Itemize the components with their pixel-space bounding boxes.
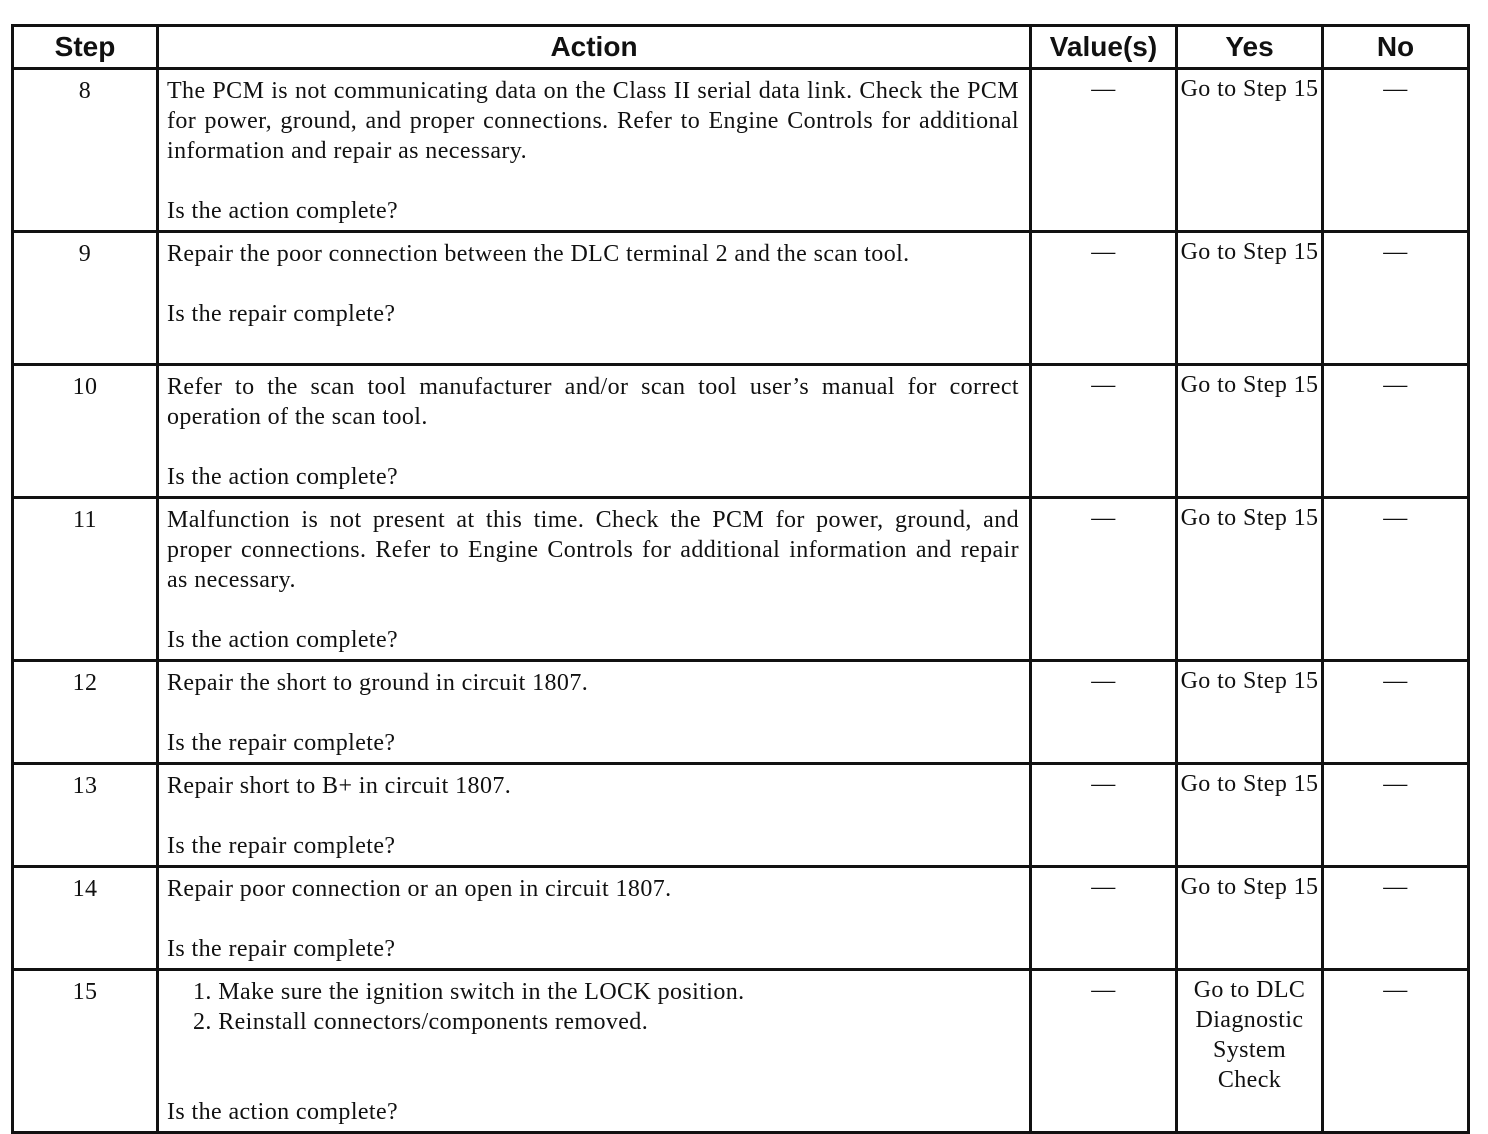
action-cell [158,232,1031,365]
value-cell: — [1031,498,1177,661]
action-text: Malfunction is not present at this time. Check the PCM for power, ground, and proper connections. Refer to Engine Controls for additional information and repair as necessary. [167,507,1019,593]
list-item: 2. Reinstall connectors/components removed. [193,1009,649,1035]
action-text: Refer to the scan tool manufacturer and/or scan tool user’s manual for correct operation of the scan tool. [167,374,1019,430]
list-item: 1. Make sure the ignition switch in the LOCK position. [193,979,745,1005]
action-text: Repair the short to ground in circuit 1807. [167,670,589,696]
no-cell: — [1323,365,1469,498]
action-text: The PCM is not communicating data on the Class II serial data link. Check the PCM for power, ground, and proper connections. Refer to Engine Controls for additional information and repair as necessary. [167,78,1019,164]
action-cell [158,69,1031,232]
value-cell: — [1031,764,1177,867]
header-values: Value(s) [1031,26,1177,69]
step-number: 9 [13,232,158,365]
value-cell: — [1031,867,1177,970]
diagnostic-table-page [11,24,1467,1134]
no-cell: — [1323,69,1469,232]
action-cell [158,498,1031,661]
action-text: Repair short to B+ in circuit 1807. [167,773,512,799]
action-question: Is the action complete? [167,1099,399,1125]
table-row [13,867,1469,970]
table-row [13,232,1469,365]
value-cell: — [1031,970,1177,1133]
step-number: 14 [13,867,158,970]
no-cell: — [1323,498,1469,661]
no-cell: — [1323,867,1469,970]
action-steps-list [167,977,1019,1037]
action-cell [158,764,1031,867]
header-no: No [1323,26,1469,69]
yes-cell: Go to Step 15 [1177,232,1323,365]
diagnostic-table [11,24,1470,1134]
action-cell [158,970,1031,1133]
header-step: Step [13,26,158,69]
yes-cell: Go to Step 15 [1177,867,1323,970]
header-action: Action [158,26,1031,69]
action-text: Repair the poor connection between the DLC terminal 2 and the scan tool. [167,241,910,267]
step-number: 10 [13,365,158,498]
yes-cell: Go to Step 15 [1177,365,1323,498]
table-row [13,69,1469,232]
yes-cell: Go to Step 15 [1177,764,1323,867]
action-question: Is the repair complete? [167,833,396,859]
header-yes: Yes [1177,26,1323,69]
action-cell [158,661,1031,764]
step-number: 8 [13,69,158,232]
action-text: Repair poor connection or an open in circuit 1807. [167,876,672,902]
value-cell: — [1031,69,1177,232]
step-number: 12 [13,661,158,764]
yes-cell: Go to Step 15 [1177,69,1323,232]
table-row [13,661,1469,764]
action-question: Is the action complete? [167,627,399,653]
value-cell: — [1031,661,1177,764]
table-row [13,970,1469,1133]
table-row [13,365,1469,498]
action-question: Is the action complete? [167,464,399,490]
action-question: Is the repair complete? [167,730,396,756]
step-number: 13 [13,764,158,867]
yes-cell: Go to Step 15 [1177,661,1323,764]
no-cell: — [1323,661,1469,764]
action-question: Is the repair complete? [167,301,396,327]
action-question: Is the repair complete? [167,936,396,962]
table-row [13,764,1469,867]
action-question: Is the action complete? [167,198,399,224]
value-cell: — [1031,232,1177,365]
no-cell: — [1323,764,1469,867]
step-number: 11 [13,498,158,661]
action-cell [158,365,1031,498]
no-cell: — [1323,232,1469,365]
step-number: 15 [13,970,158,1133]
value-cell: — [1031,365,1177,498]
table-header-row [13,26,1469,69]
yes-cell: Go to DLC Diagnostic System Check [1177,970,1323,1133]
action-cell [158,867,1031,970]
yes-cell: Go to Step 15 [1177,498,1323,661]
table-row [13,498,1469,661]
no-cell: — [1323,970,1469,1133]
